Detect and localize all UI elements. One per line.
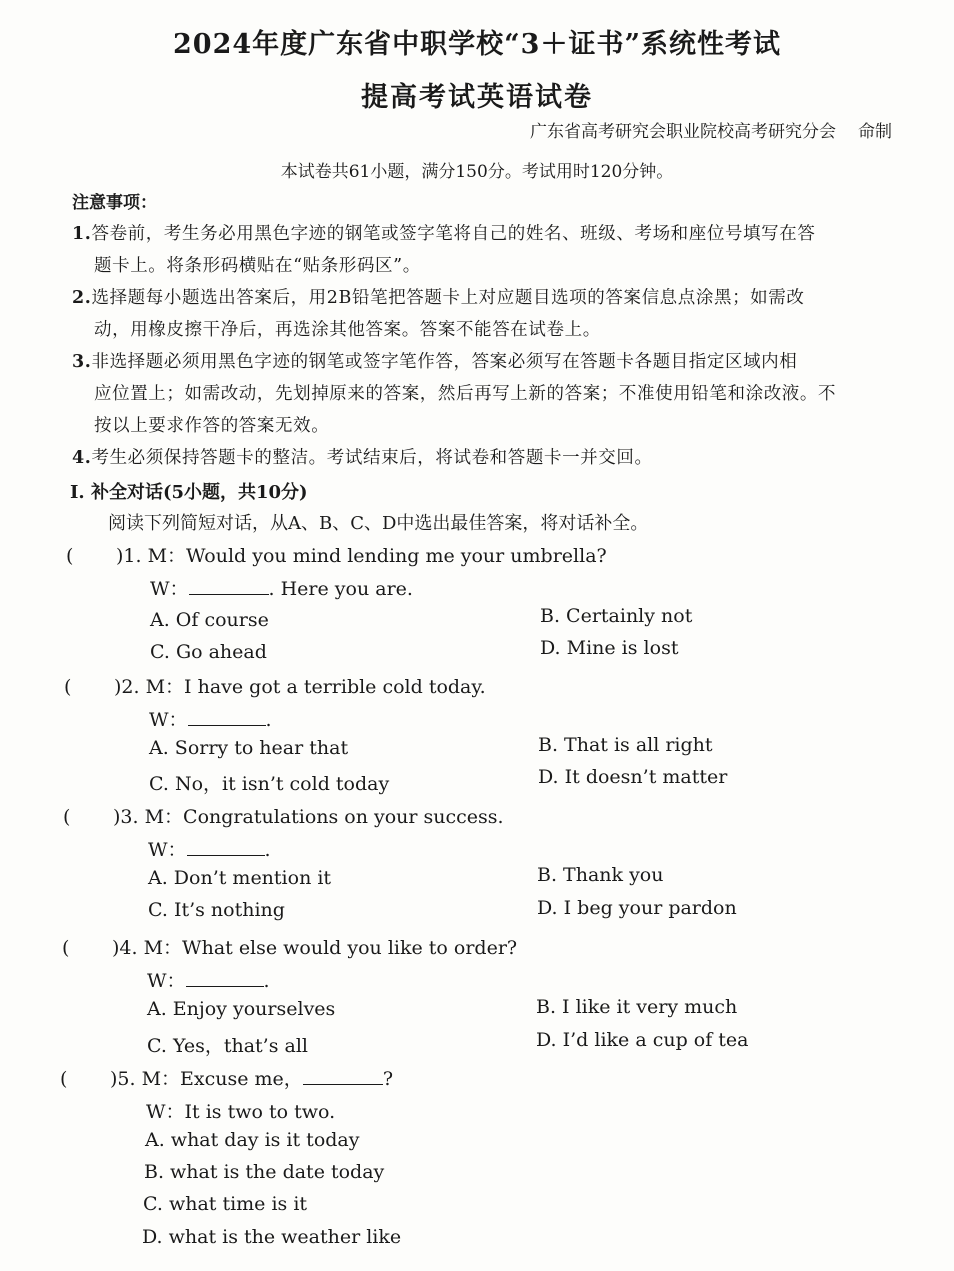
- question-3-stem: ( )3. M：Congratulations on your success.: [63, 806, 504, 828]
- answer-paren: (: [62, 937, 70, 959]
- answer-paren: (: [63, 806, 71, 828]
- answer-blank: [188, 711, 266, 726]
- question-3-option-a: A. Don’t mention it: [148, 867, 332, 889]
- notice-item-3-line-3: 按以上要求作答的答案无效。: [94, 416, 330, 436]
- answer-blank: [186, 972, 264, 987]
- question-2-option-d: D. It doesn’t matter: [538, 766, 728, 788]
- notice-item-1-line-1: 1.答卷前，考生务必用黑色字迹的钢笔或签字笔将自己的姓名、班级、考场和座位号填写在答: [72, 224, 816, 244]
- question-1-reply: W： . Here you are.: [150, 578, 413, 600]
- exam-title-line1: 2024年度广东省中职学校“3＋证书”系统性考试: [173, 29, 781, 60]
- author-line: [530, 117, 892, 142]
- question-1-stem: ( )1. M：Would you mind lending me your umbrella?: [66, 545, 607, 567]
- question-5-option-d: D. what is the weather like: [142, 1226, 402, 1248]
- question-2-option-b: B. That is all right: [538, 734, 713, 756]
- author-suffix: 命制: [858, 122, 892, 142]
- answer-paren: (: [64, 676, 72, 698]
- question-3-option-c: C. It’s nothing: [148, 899, 285, 921]
- author-name: 广东省高考研究会职业院校高考研究分会: [530, 122, 836, 142]
- question-3-reply: W： .: [148, 839, 271, 861]
- question-5-option-b: B. what is the date today: [144, 1161, 385, 1183]
- question-1-option-c: C. Go ahead: [150, 641, 267, 663]
- question-4-option-a: A. Enjoy yourselves: [147, 998, 336, 1020]
- notice-item-3-line-1: 3.非选择题必须用黑色字迹的钢笔或签字笔作答，答案必须写在答题卡各题目指定区域内相: [72, 352, 798, 372]
- question-2-stem: ( )2. M：I have got a terrible cold today.: [64, 676, 486, 698]
- section-description: 阅读下列简短对话，从A、B、C、D中选出最佳答案，将对话补全。: [108, 513, 649, 534]
- answer-blank: [189, 580, 269, 595]
- notice-item-4-line-1: 4.考生必须保持答题卡的整洁。考试结束后，将试卷和答题卡一并交回。: [72, 448, 653, 468]
- question-4-option-d: D. I’d like a cup of tea: [536, 1029, 749, 1051]
- section-title: Ⅰ. 补全对话(5小题，共10分): [70, 482, 308, 503]
- question-4-option-c: C. Yes，that’s all: [147, 1035, 308, 1057]
- notice-item-2-line-1: 2.选择题每小题选出答案后，用2B铅笔把答题卡上对应题目选项的答案信息点涂黑；如需改: [72, 288, 805, 308]
- question-4-stem: ( )4. M：What else would you like to order?: [62, 937, 518, 959]
- question-5-option-c: C. what time is it: [143, 1193, 308, 1215]
- answer-paren: (: [60, 1068, 68, 1090]
- question-3-option-b: B. Thank you: [537, 864, 664, 886]
- question-2-reply: W： .: [149, 709, 272, 731]
- answer-blank: [303, 1070, 383, 1085]
- question-1-option-a: A. Of course: [150, 609, 269, 631]
- question-3-option-d: D. I beg your pardon: [537, 897, 737, 919]
- answer-paren: (: [66, 545, 74, 567]
- question-5-stem: ( )5. M：Excuse me， ?: [60, 1068, 393, 1090]
- question-4-option-b: B. I like it very much: [536, 996, 738, 1018]
- exam-info: 本试卷共61小题，满分150分。考试用时120分钟。: [280, 162, 674, 182]
- question-2-option-c: C. No，it isn’t cold today: [149, 773, 390, 795]
- notice-title: 注意事项：: [72, 193, 157, 213]
- question-2-option-a: A. Sorry to hear that: [149, 737, 349, 759]
- question-5-option-a: A. what day is it today: [145, 1129, 360, 1151]
- notice-item-2-line-2: 动，用橡皮擦干净后，再选涂其他答案。答案不能答在试卷上。: [94, 320, 601, 340]
- notice-item-1-line-2: 题卡上。将条形码横贴在“贴条形码区”。: [94, 256, 421, 276]
- question-4-reply: W： .: [147, 970, 270, 992]
- question-1-option-d: D. Mine is lost: [540, 637, 679, 659]
- answer-blank: [187, 841, 265, 856]
- notice-item-3-line-2: 应位置上；如需改动，先划掉原来的答案，然后再写上新的答案；不准使用铅笔和涂改液。不: [94, 384, 837, 404]
- question-1-option-b: B. Certainly not: [540, 605, 693, 627]
- question-5-reply: W：It is two to two.: [146, 1101, 336, 1123]
- exam-title-line2: 提高考试英语试卷: [361, 82, 593, 113]
